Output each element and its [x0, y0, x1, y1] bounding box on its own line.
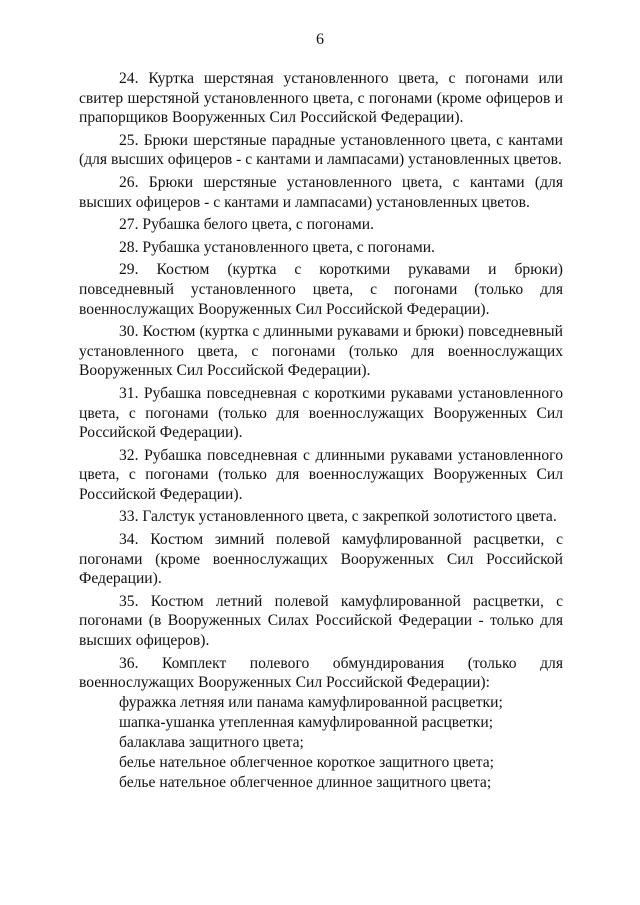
sub-item: белье нательное облегченное короткое защитного цвета;	[119, 753, 494, 771]
item-number: 35.	[119, 592, 139, 610]
sub-item: белье нательное облегченное длинное защитного цвета;	[119, 773, 492, 791]
list-item	[79, 446, 563, 505]
item-text: Костюм летний полевой камуфлированной расцветки, с погонами (в Вооруженных Силах Российской Федерации - только для высших офицеров).	[79, 592, 563, 650]
list-item	[79, 322, 563, 381]
item-number: 24.	[119, 70, 139, 87]
item-text: Брюки шерстяные парадные установленного цвета, с кантами (для высших офицеров - с кантами и лампасами) установленных цветов.	[79, 131, 563, 169]
list-item	[79, 260, 563, 319]
item-text: Галстук установленного цвета, с закрепкой золотистого цвета.	[142, 508, 557, 526]
list-item	[79, 384, 563, 443]
item-text: Костюм (куртка с короткими рукавами и брюки) повседневный установленного цвета, с погонами (только для военнослужащих Вооруженных Сил Российской Федерации).	[79, 261, 563, 318]
list-item	[79, 507, 563, 527]
item-text: Рубашка повседневная с длинными рукавами установленного цвета, с погонами (только для военнослужащих Вооруженных Сил Российской Федерации).	[79, 446, 563, 503]
item-text: Костюм зимний полевой камуфлированной расцветки, с погонами (кроме военнослужащих Вооруженных Сил Российской Федерации).	[79, 531, 563, 588]
list-item	[79, 530, 563, 589]
list-item	[79, 173, 563, 212]
item-text: Брюки шерстяные установленного цвета, с кантами (для высших офицеров - с кантами и лампасами) установленных цветов.	[79, 173, 563, 211]
item-text: Рубашка повседневная с короткими рукавами установленного цвета, с погонами (только для военнослужащих Вооруженных Сил Российской Федерации).	[79, 384, 563, 442]
item-number: 33.	[119, 508, 139, 526]
item-number: 34.	[119, 531, 139, 549]
list-item	[79, 69, 563, 128]
sub-item: балаклава защитного цвета;	[119, 733, 304, 751]
sub-item: шапка-ушанка утепленная камуфлированной расцветки;	[119, 713, 494, 731]
list-item	[79, 592, 563, 651]
list-item	[79, 131, 563, 170]
item-text: Комплект полевого обмундирования (только для военнослужащих Вооруженных Сил Российской Федерации):	[79, 654, 563, 692]
page-number: 6	[316, 31, 324, 48]
item-text: Рубашка установленного цвета, с погонами.	[142, 238, 435, 256]
item-number: 32.	[119, 446, 139, 464]
document-body	[79, 69, 563, 793]
item-number: 28.	[119, 238, 139, 256]
item-text: Костюм (куртка с длинными рукавами и брюки) повседневный установленного цвета, с погонами (только для военнослужащих Вооруженных Сил Российской Федерации).	[79, 323, 563, 380]
item-number: 27.	[119, 216, 139, 234]
list-item	[79, 238, 563, 258]
item-text: Рубашка белого цвета, с погонами.	[142, 216, 375, 234]
item-number: 26.	[119, 173, 139, 191]
item-number: 30.	[119, 323, 139, 341]
item-number: 36.	[119, 654, 139, 672]
item-text: Куртка шерстяная установленного цвета, с погонами или свитер шерстяной установленного цвета, с погонами (кроме офицеров и прапорщиков Вооруженных Сил Российской Федерации).	[79, 70, 563, 127]
item-number: 25.	[119, 131, 139, 149]
list-item	[79, 654, 563, 693]
item-number: 31.	[119, 384, 139, 402]
list-item	[79, 215, 563, 235]
item-number: 29.	[119, 261, 139, 279]
sub-item: фуражка летняя или панама камуфлированной расцветки;	[119, 693, 503, 711]
